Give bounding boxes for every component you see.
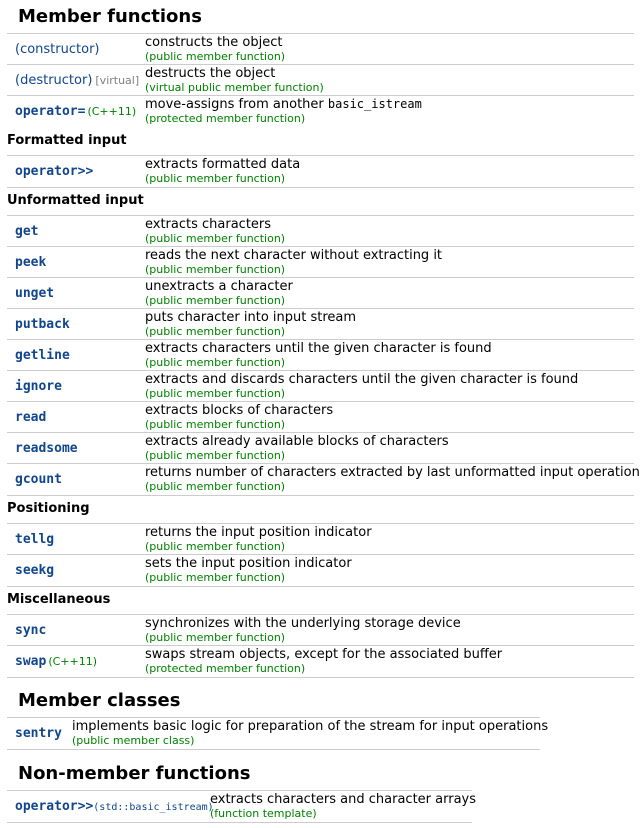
member-kind: (public member function) xyxy=(145,263,286,276)
member-name-cell xyxy=(15,464,62,495)
seekg-link[interactable]: seekg xyxy=(15,563,55,578)
destructor-link[interactable]: (destructor) xyxy=(15,73,93,88)
cpp-version-tag: (C++11) xyxy=(48,655,98,668)
member-name-cell xyxy=(15,718,62,749)
section-heading-member-functions: Member functions xyxy=(18,6,202,27)
member-name-cell xyxy=(15,555,54,586)
constructor-link[interactable]: (constructor) xyxy=(15,42,100,57)
table-row xyxy=(7,614,634,646)
member-kind: (function template) xyxy=(210,807,317,820)
get-link[interactable]: get xyxy=(15,224,39,239)
member-name-cell xyxy=(15,791,214,822)
nonmember-operator-extract-link[interactable]: operator>> xyxy=(15,799,94,814)
table-row xyxy=(7,155,634,188)
readsome-link[interactable]: readsome xyxy=(15,441,78,456)
subsection-heading-miscellaneous: Miscellaneous xyxy=(7,592,111,607)
member-kind: (public member function) xyxy=(145,172,286,185)
description-text: reads the next character without extracting it xyxy=(145,248,443,263)
member-kind: (public member function) xyxy=(145,449,286,462)
code-term: basic_istream xyxy=(327,97,422,111)
virtual-tag: [virtual] xyxy=(95,74,140,87)
member-kind: (virtual public member function) xyxy=(145,81,324,94)
sentry-link[interactable]: sentry xyxy=(15,726,62,741)
member-description xyxy=(72,719,548,747)
table-row xyxy=(7,308,634,340)
description-text: sets the input position indicator xyxy=(145,556,352,571)
operator-extract-link[interactable]: operator>> xyxy=(15,164,94,179)
subsection-heading-unformatted-input: Unformatted input xyxy=(7,193,144,208)
member-name-cell xyxy=(15,96,136,127)
member-kind: (public member function) xyxy=(145,540,286,553)
description-text: extracts and discards characters until the given character is found xyxy=(145,372,579,387)
member-description xyxy=(145,248,442,276)
cpp-version-tag: (C++11) xyxy=(87,105,137,118)
member-description xyxy=(145,465,640,493)
putback-link[interactable]: putback xyxy=(15,317,70,332)
table-row xyxy=(7,277,634,309)
description-text: returns number of characters extracted by last unformatted input operation xyxy=(145,465,640,480)
table-row xyxy=(7,401,634,433)
member-name-cell xyxy=(15,65,139,96)
member-kind: (public member function) xyxy=(145,631,286,644)
description-text: extracts characters and character arrays xyxy=(210,792,477,807)
member-description xyxy=(145,341,492,369)
member-kind: (public member function) xyxy=(145,325,286,338)
description-text: constructs the object xyxy=(145,35,283,50)
description-text: destructs the object xyxy=(145,66,276,81)
table-row xyxy=(7,523,634,555)
member-kind: (public member function) xyxy=(145,418,286,431)
member-name-cell xyxy=(15,216,38,247)
table-row xyxy=(7,95,634,127)
section-heading-member-classes: Member classes xyxy=(18,690,181,711)
description-text: extracts formatted data xyxy=(145,157,301,172)
member-description xyxy=(145,310,356,338)
subsection-heading-formatted-input: Formatted input xyxy=(7,133,127,148)
member-kind: (public member class) xyxy=(72,734,195,747)
member-description xyxy=(145,157,300,185)
table-row xyxy=(7,463,640,496)
member-description xyxy=(145,372,578,400)
member-description xyxy=(210,792,476,820)
member-name-cell xyxy=(15,34,99,65)
description-text: swaps stream objects, except for the associated buffer xyxy=(145,647,503,662)
sync-link[interactable]: sync xyxy=(15,623,47,638)
ignore-link[interactable]: ignore xyxy=(15,379,62,394)
operator-assign-link[interactable]: operator= xyxy=(15,104,86,119)
member-kind: (public member function) xyxy=(145,50,286,63)
table-row xyxy=(7,790,477,823)
description-text: extracts characters until the given character is found xyxy=(145,341,492,356)
getline-link[interactable]: getline xyxy=(15,348,70,363)
member-name-cell xyxy=(15,615,46,646)
member-name-cell xyxy=(15,309,70,340)
member-name-cell xyxy=(15,247,46,278)
table-row xyxy=(7,370,634,402)
member-description xyxy=(145,97,422,125)
description-text-part: move-assigns from another xyxy=(145,97,328,112)
member-name-cell xyxy=(15,278,54,309)
member-kind: (public member function) xyxy=(145,387,286,400)
member-kind: (protected member function) xyxy=(145,112,306,125)
member-kind: (public member function) xyxy=(145,571,286,584)
member-description xyxy=(145,66,324,94)
member-description xyxy=(145,35,285,63)
table-row xyxy=(7,339,634,371)
member-description xyxy=(145,647,502,675)
table-row xyxy=(7,554,634,587)
member-description xyxy=(145,279,293,307)
table-row xyxy=(7,717,549,750)
member-name-cell xyxy=(15,433,78,464)
member-kind: (public member function) xyxy=(145,480,286,493)
description-text: puts character into input stream xyxy=(145,310,357,325)
gcount-link[interactable]: gcount xyxy=(15,472,62,487)
member-name-cell xyxy=(15,524,54,555)
peek-link[interactable]: peek xyxy=(15,255,47,270)
member-name-cell xyxy=(15,156,93,187)
table-row xyxy=(7,246,634,278)
description-text: extracts already available blocks of characters xyxy=(145,434,449,449)
description-text: extracts blocks of characters xyxy=(145,403,334,418)
table-row xyxy=(7,215,634,247)
member-name-cell xyxy=(15,646,97,677)
description-text: returns the input position indicator xyxy=(145,525,372,540)
member-name-cell xyxy=(15,371,62,402)
member-description xyxy=(145,434,449,462)
member-description xyxy=(145,556,352,584)
table-row xyxy=(7,64,634,96)
swap-link[interactable]: swap xyxy=(15,654,47,669)
member-description xyxy=(145,616,461,644)
member-kind: (public member function) xyxy=(145,356,286,369)
description-text: synchronizes with the underlying storage device xyxy=(145,616,461,631)
member-kind: (protected member function) xyxy=(145,662,306,675)
read-link[interactable]: read xyxy=(15,410,47,425)
member-kind: (public member function) xyxy=(145,294,286,307)
table-row xyxy=(7,432,634,464)
table-row xyxy=(7,645,634,678)
member-name-cell xyxy=(15,402,46,433)
member-description xyxy=(145,525,372,553)
member-description xyxy=(145,403,333,431)
namespace-suffix: (std::basic_istream) xyxy=(93,802,214,813)
member-kind: (public member function) xyxy=(145,232,286,245)
unget-link[interactable]: unget xyxy=(15,286,55,301)
member-name-cell xyxy=(15,340,70,371)
member-description xyxy=(145,217,285,245)
description-text: unextracts a character xyxy=(145,279,293,294)
description-text: implements basic logic for preparation of the stream for input operations xyxy=(72,719,549,734)
section-heading-nonmember-functions: Non-member functions xyxy=(18,763,251,784)
description-text xyxy=(145,97,422,112)
subsection-heading-positioning: Positioning xyxy=(7,501,90,516)
tellg-link[interactable]: tellg xyxy=(15,532,55,547)
table-row xyxy=(7,33,634,65)
description-text: extracts characters xyxy=(145,217,272,232)
